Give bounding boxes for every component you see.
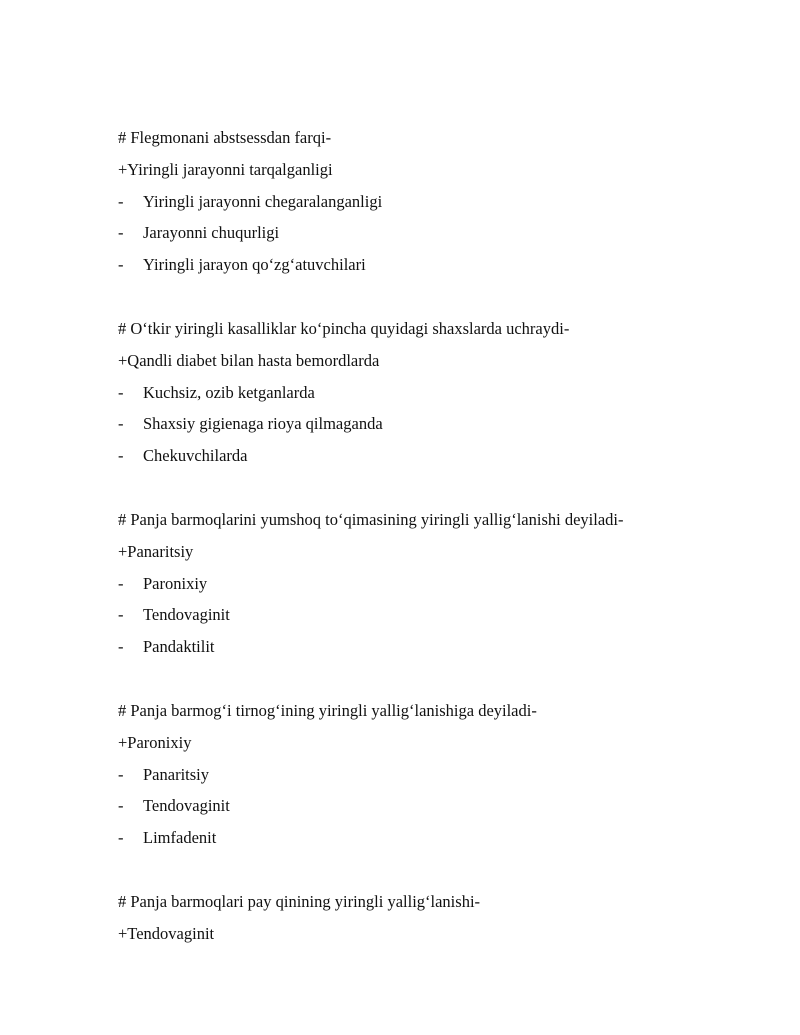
option-dash: - (118, 414, 124, 434)
option-dash: - (118, 255, 124, 275)
answer-option (118, 599, 758, 631)
answer-option (118, 790, 758, 822)
answer-option (118, 822, 758, 854)
question-block (118, 313, 758, 472)
option-dash: - (118, 637, 124, 657)
answer-option (118, 568, 758, 600)
question-text: # Panja barmoqlari pay qinining yiringli yallig‘lanishi- (118, 891, 481, 911)
correct-answer: +Qandli diabet bilan hasta bemordlarda (118, 350, 380, 370)
option-text: Tendovaginit (143, 796, 230, 816)
option-dash: - (118, 191, 124, 211)
answer-option (118, 631, 758, 663)
answer-option (118, 186, 758, 218)
question-block (118, 695, 758, 854)
question-block (118, 122, 758, 281)
answer-option (118, 759, 758, 791)
option-dash: - (118, 796, 124, 816)
option-text: Chekuvchilarda (143, 446, 248, 466)
quiz-content (118, 122, 758, 982)
option-text: Jarayonni chuqurligi (143, 223, 280, 243)
option-text: Kuchsiz, ozib ketganlarda (143, 382, 315, 402)
option-text: Yiringli jarayonni chegaralanganligi (143, 191, 383, 211)
answer-option (118, 440, 758, 472)
option-text: Paronixiy (143, 573, 208, 593)
answer-option (118, 408, 758, 440)
answer-option (118, 217, 758, 249)
option-text: Limfadenit (143, 828, 217, 848)
option-dash: - (118, 573, 124, 593)
option-dash: - (118, 605, 124, 625)
option-dash: - (118, 446, 124, 466)
option-dash: - (118, 223, 124, 243)
question-text: # Flegmonani abstsessdan farqi- (118, 128, 332, 147)
answer-option (118, 377, 758, 409)
correct-answer: +Paronixiy (118, 732, 192, 752)
option-text: Pandaktilit (143, 637, 215, 657)
question-text: # Panja barmoqlarini yumshoq to‘qimasining yiringli yallig‘lanishi deyiladi- (118, 509, 624, 529)
correct-answer: +Yiringli jarayonni tarqalganligi (118, 159, 333, 179)
option-text: Tendovaginit (143, 605, 230, 625)
question-text: # O‘tkir yiringli kasalliklar ko‘pincha quyidagi shaxslarda uchraydi- (118, 318, 570, 338)
option-dash: - (118, 828, 124, 848)
correct-answer: +Tendovaginit (118, 923, 215, 943)
option-dash: - (118, 382, 124, 402)
option-text: Panaritsiy (143, 764, 209, 784)
question-text: # Panja barmog‘i tirnog‘ining yiringli yallig‘lanishiga deyiladi- (118, 700, 537, 720)
answer-option (118, 249, 758, 281)
option-text: Shaxsiy gigienaga rioya qilmaganda (143, 414, 383, 434)
option-dash: - (118, 764, 124, 784)
question-block (118, 504, 758, 663)
correct-answer: +Panaritsiy (118, 541, 194, 561)
option-text: Yiringli jarayon qo‘zg‘atuvchilari (143, 255, 366, 275)
question-block (118, 886, 758, 950)
